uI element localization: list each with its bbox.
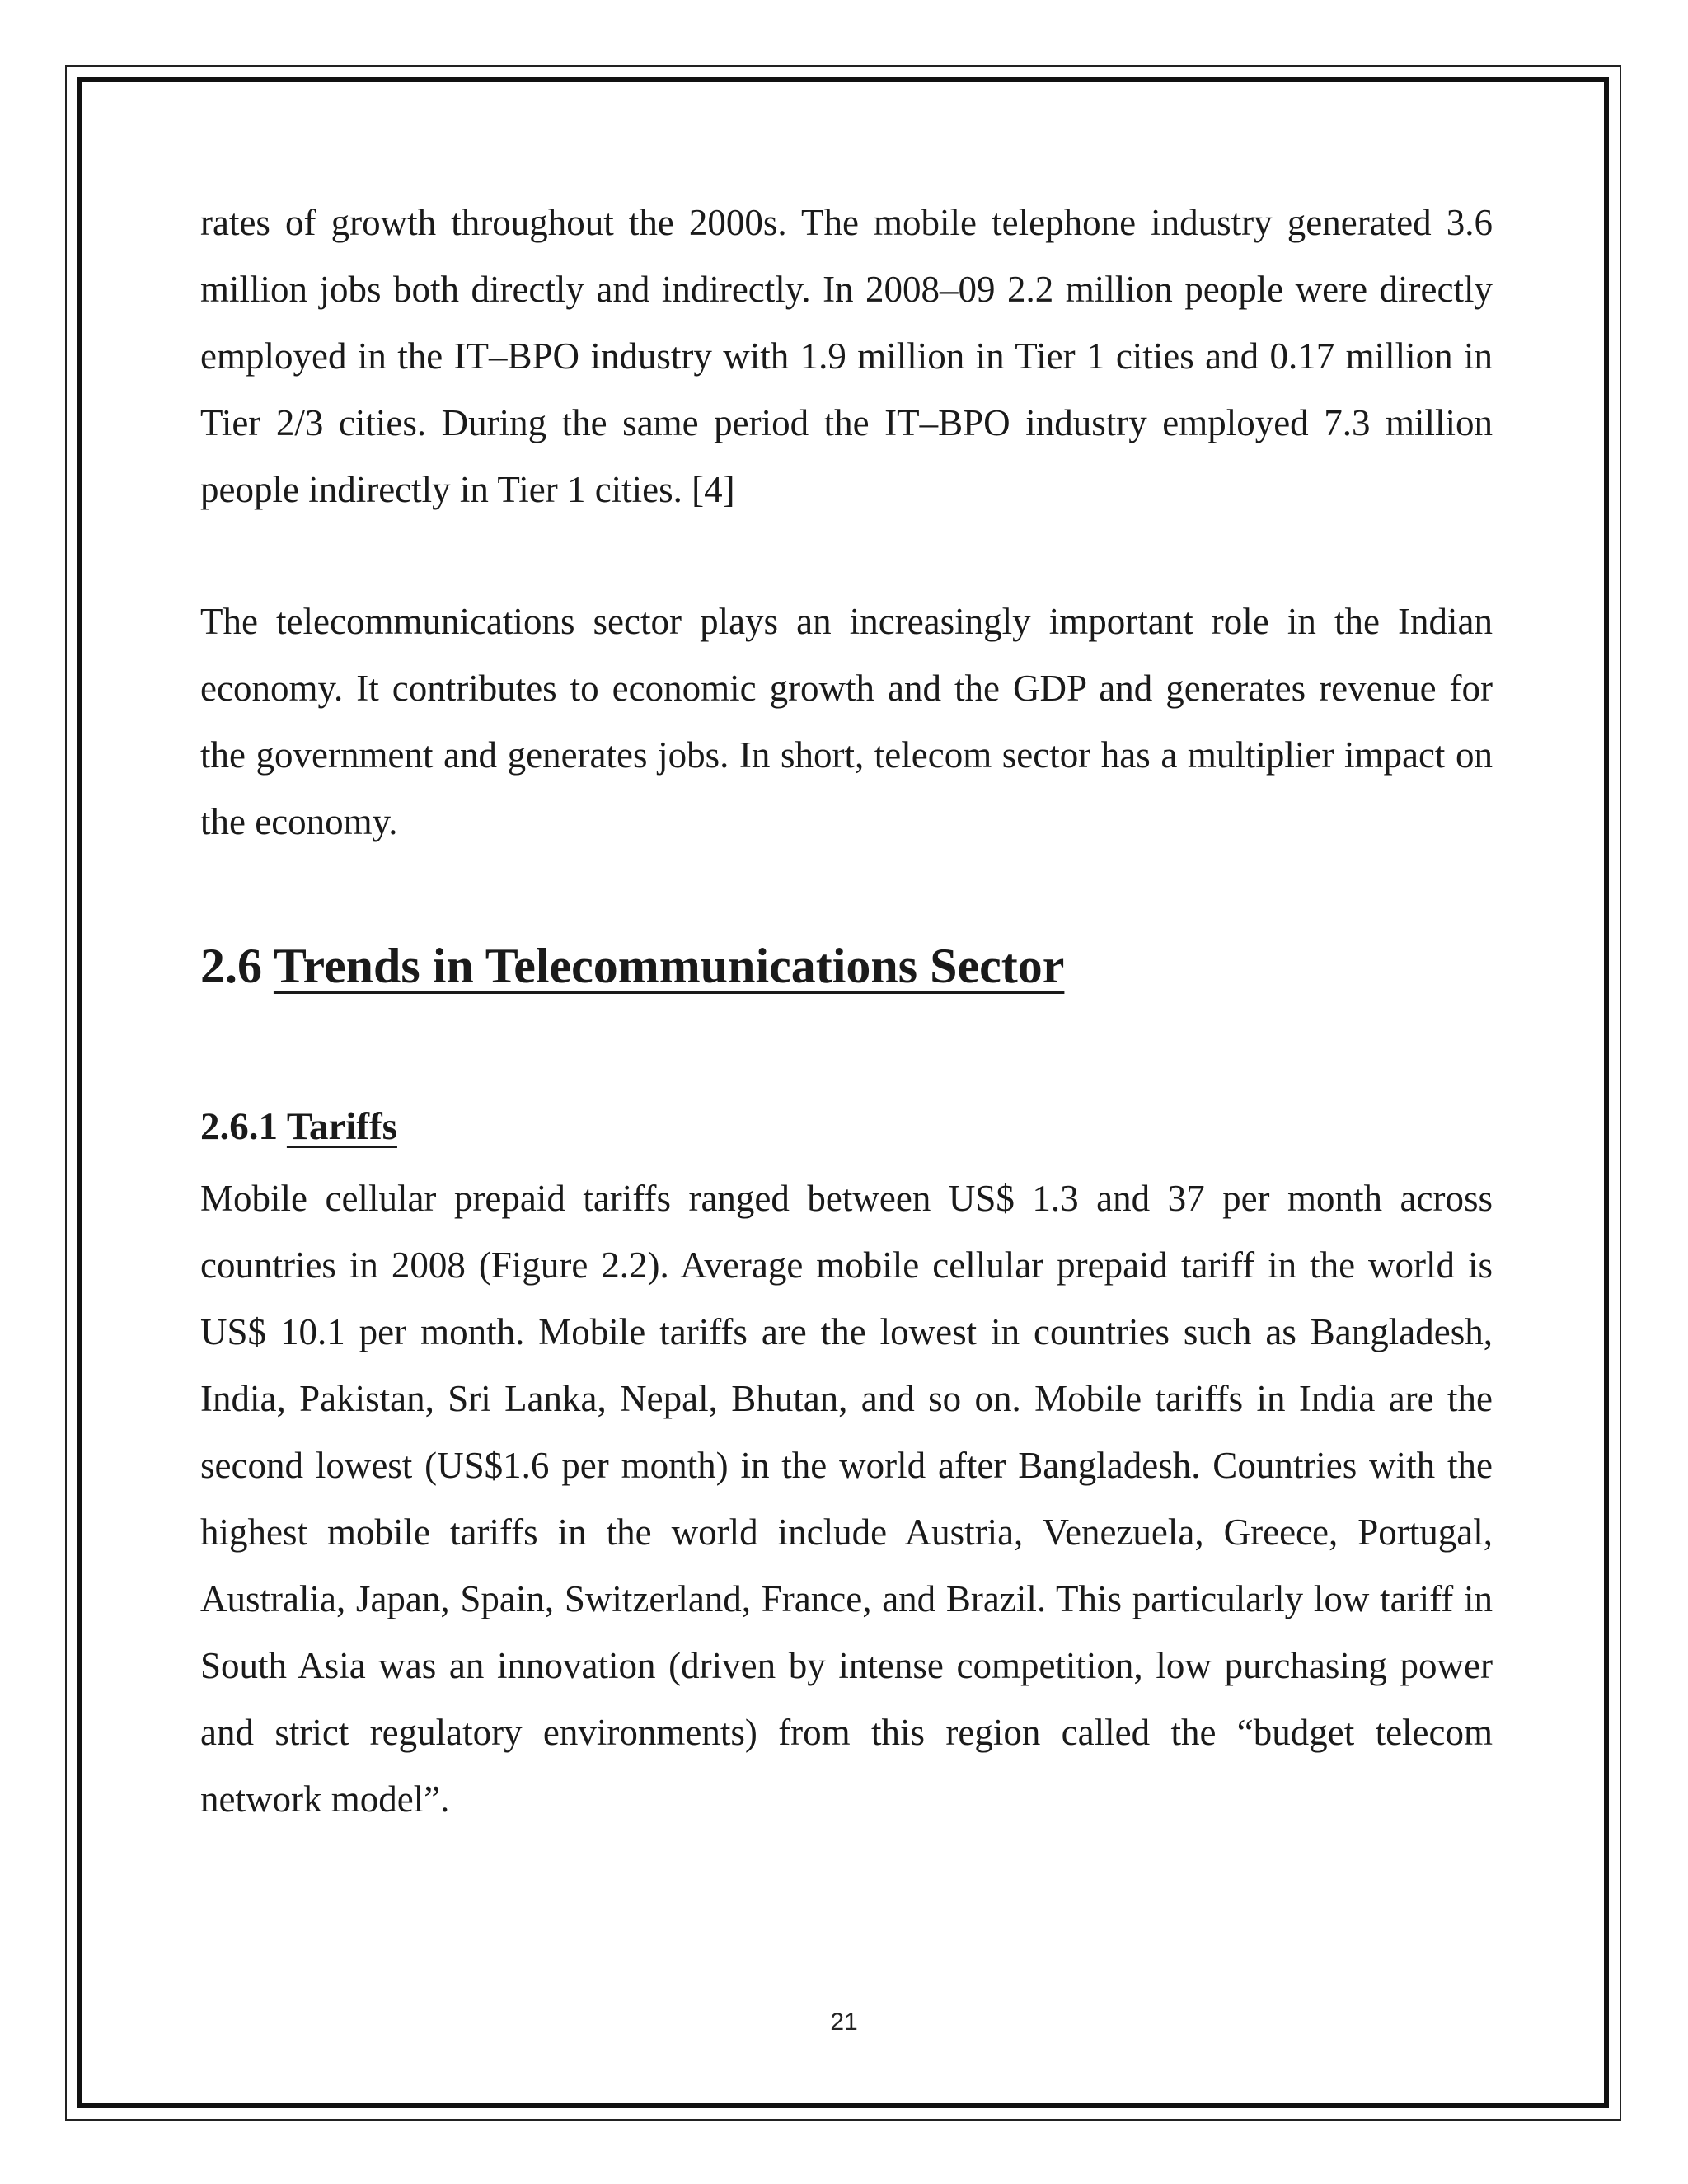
section-gap	[200, 855, 1493, 933]
paragraph-employment: rates of growth throughout the 2000s. The mobile telephone industry generated 3.6 million jobs both directly and indirectly. In 2008–09 2.2 million people were directly employed in the IT–BPO industry with 1.9 million in Tier 1 cities and 0.17 million in Tier 2/3 cities. During the same period the IT–BPO industry employed 7.3 million people indirectly in Tier 1 cities. [4]	[200, 202, 1493, 510]
section-number: 2.6	[200, 939, 262, 993]
subsection-number: 2.6.1	[200, 1105, 278, 1148]
paragraph-tariffs: Mobile cellular prepaid tariffs ranged between US$ 1.3 and 37 per month across countries in 2008 (Figure 2.2). Average mobile cellular prepaid tariff in the world is US$ 10.1 per month. Mobile tariffs are the lowest in countries such as Bangladesh, India, Pakistan, Sri Lanka, Nepal, Bhutan, and so on. Mobile tariffs in India are the second lowest (US$1.6 per month) in the world after Bangladesh. Countries with the highest mobile tariffs in the world include Austria, Venezuela, Greece, Portugal, Australia, Japan, Spain, Switzerland, France, and Brazil. This particularly low tariff in South Asia was an innovation (driven by intense competition, low purchasing power and strict regulatory environments) from this region called the “budget telecom network model”.	[200, 1178, 1493, 1820]
subsection-title: Tariffs	[286, 1105, 397, 1148]
section-title: Trends in Telecommunications Sector	[273, 939, 1065, 993]
subsection-body-gap	[200, 1155, 1493, 1165]
subsection-heading	[200, 1098, 1493, 1155]
subsection-gap	[200, 999, 1493, 1098]
page-content	[200, 190, 1493, 1833]
paragraph-telecom-role: The telecommunications sector plays an increasingly important role in the Indian economy. It contributes to economic growth and the GDP and generates revenue for the government and generates jobs. In short, telecom sector has a multiplier impact on the economy.	[200, 601, 1493, 842]
paragraph-gap	[200, 523, 1493, 588]
section-heading	[200, 933, 1493, 999]
page-number: 21	[830, 2008, 858, 2036]
